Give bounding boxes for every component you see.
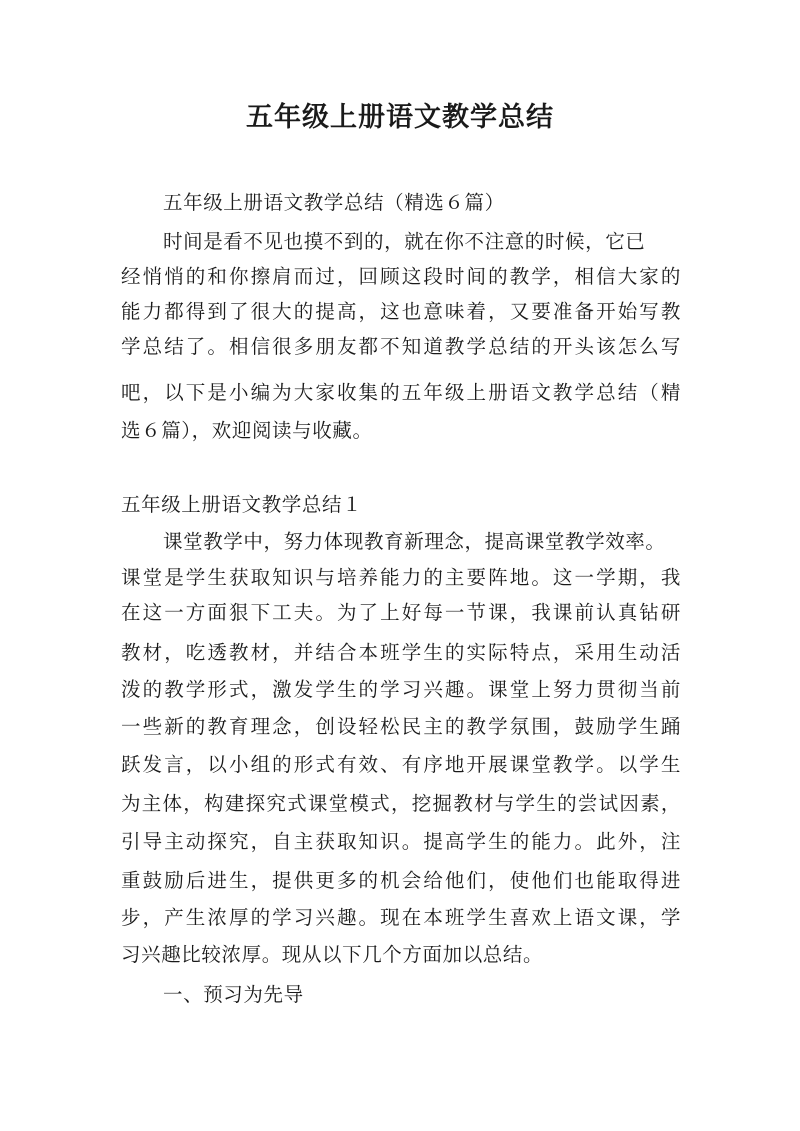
body-line: 在这一方面狠下工夫。为了上好每一节课，我课前认真钻研 — [121, 601, 681, 624]
document-subtitle: 五年级上册语文教学总结（精选６篇） — [163, 191, 505, 214]
intro-line: 选６篇），欢迎阅读与收藏。 — [121, 419, 373, 442]
body-line: 课堂教学中，努力体现教育新理念，提高课堂教学效率。 — [163, 530, 666, 553]
body-line: 泼的教学形式，激发学生的学习兴趣。课堂上努力贯彻当前 — [121, 678, 681, 701]
section-heading: 五年级上册语文教学总结１ — [121, 493, 363, 516]
intro-line: 能力都得到了很大的提高，这也意味着，又要准备开始写教 — [121, 300, 681, 323]
body-line: 教材，吃透教材，并结合本班学生的实际特点，采用生动活 — [121, 641, 681, 664]
intro-line: 时间是看不见也摸不到的，就在你不注意的时候，它已 — [163, 230, 646, 253]
document-title: 五年级上册语文教学总结 — [246, 102, 554, 133]
body-line: 为主体，构建探究式课堂模式，挖掘教材与学生的尝试因素， — [121, 792, 681, 815]
body-line: 课堂是学生获取知识与培养能力的主要阵地。这一学期，我 — [121, 566, 681, 589]
body-line: 一些新的教育理念，创设轻松民主的教学氛围，鼓励学生踊 — [121, 715, 681, 738]
body-line: 步，产生浓厚的学习兴趣。现在本班学生喜欢上语文课，学 — [121, 906, 681, 929]
intro-line: 学总结了。相信很多朋友都不知道教学总结的开头该怎么写 — [121, 335, 681, 358]
intro-line: 吧，以下是小编为大家收集的五年级上册语文教学总结（精 — [121, 381, 681, 404]
body-line: 重鼓励后进生，提供更多的机会给他们，使他们也能取得进 — [121, 869, 681, 892]
body-line: 引导主动探究，自主获取知识。提高学生的能力。此外，注 — [121, 830, 681, 853]
body-line: 习兴趣比较浓厚。现从以下几个方面加以总结。 — [121, 943, 544, 966]
subheading: 一、预习为先导 — [163, 983, 304, 1006]
intro-line: 经悄悄的和你擦肩而过，回顾这段时间的教学，相信大家的 — [121, 265, 681, 288]
body-line: 跃发言，以小组的形式有效、有序地开展课堂教学。以学生 — [121, 753, 681, 776]
